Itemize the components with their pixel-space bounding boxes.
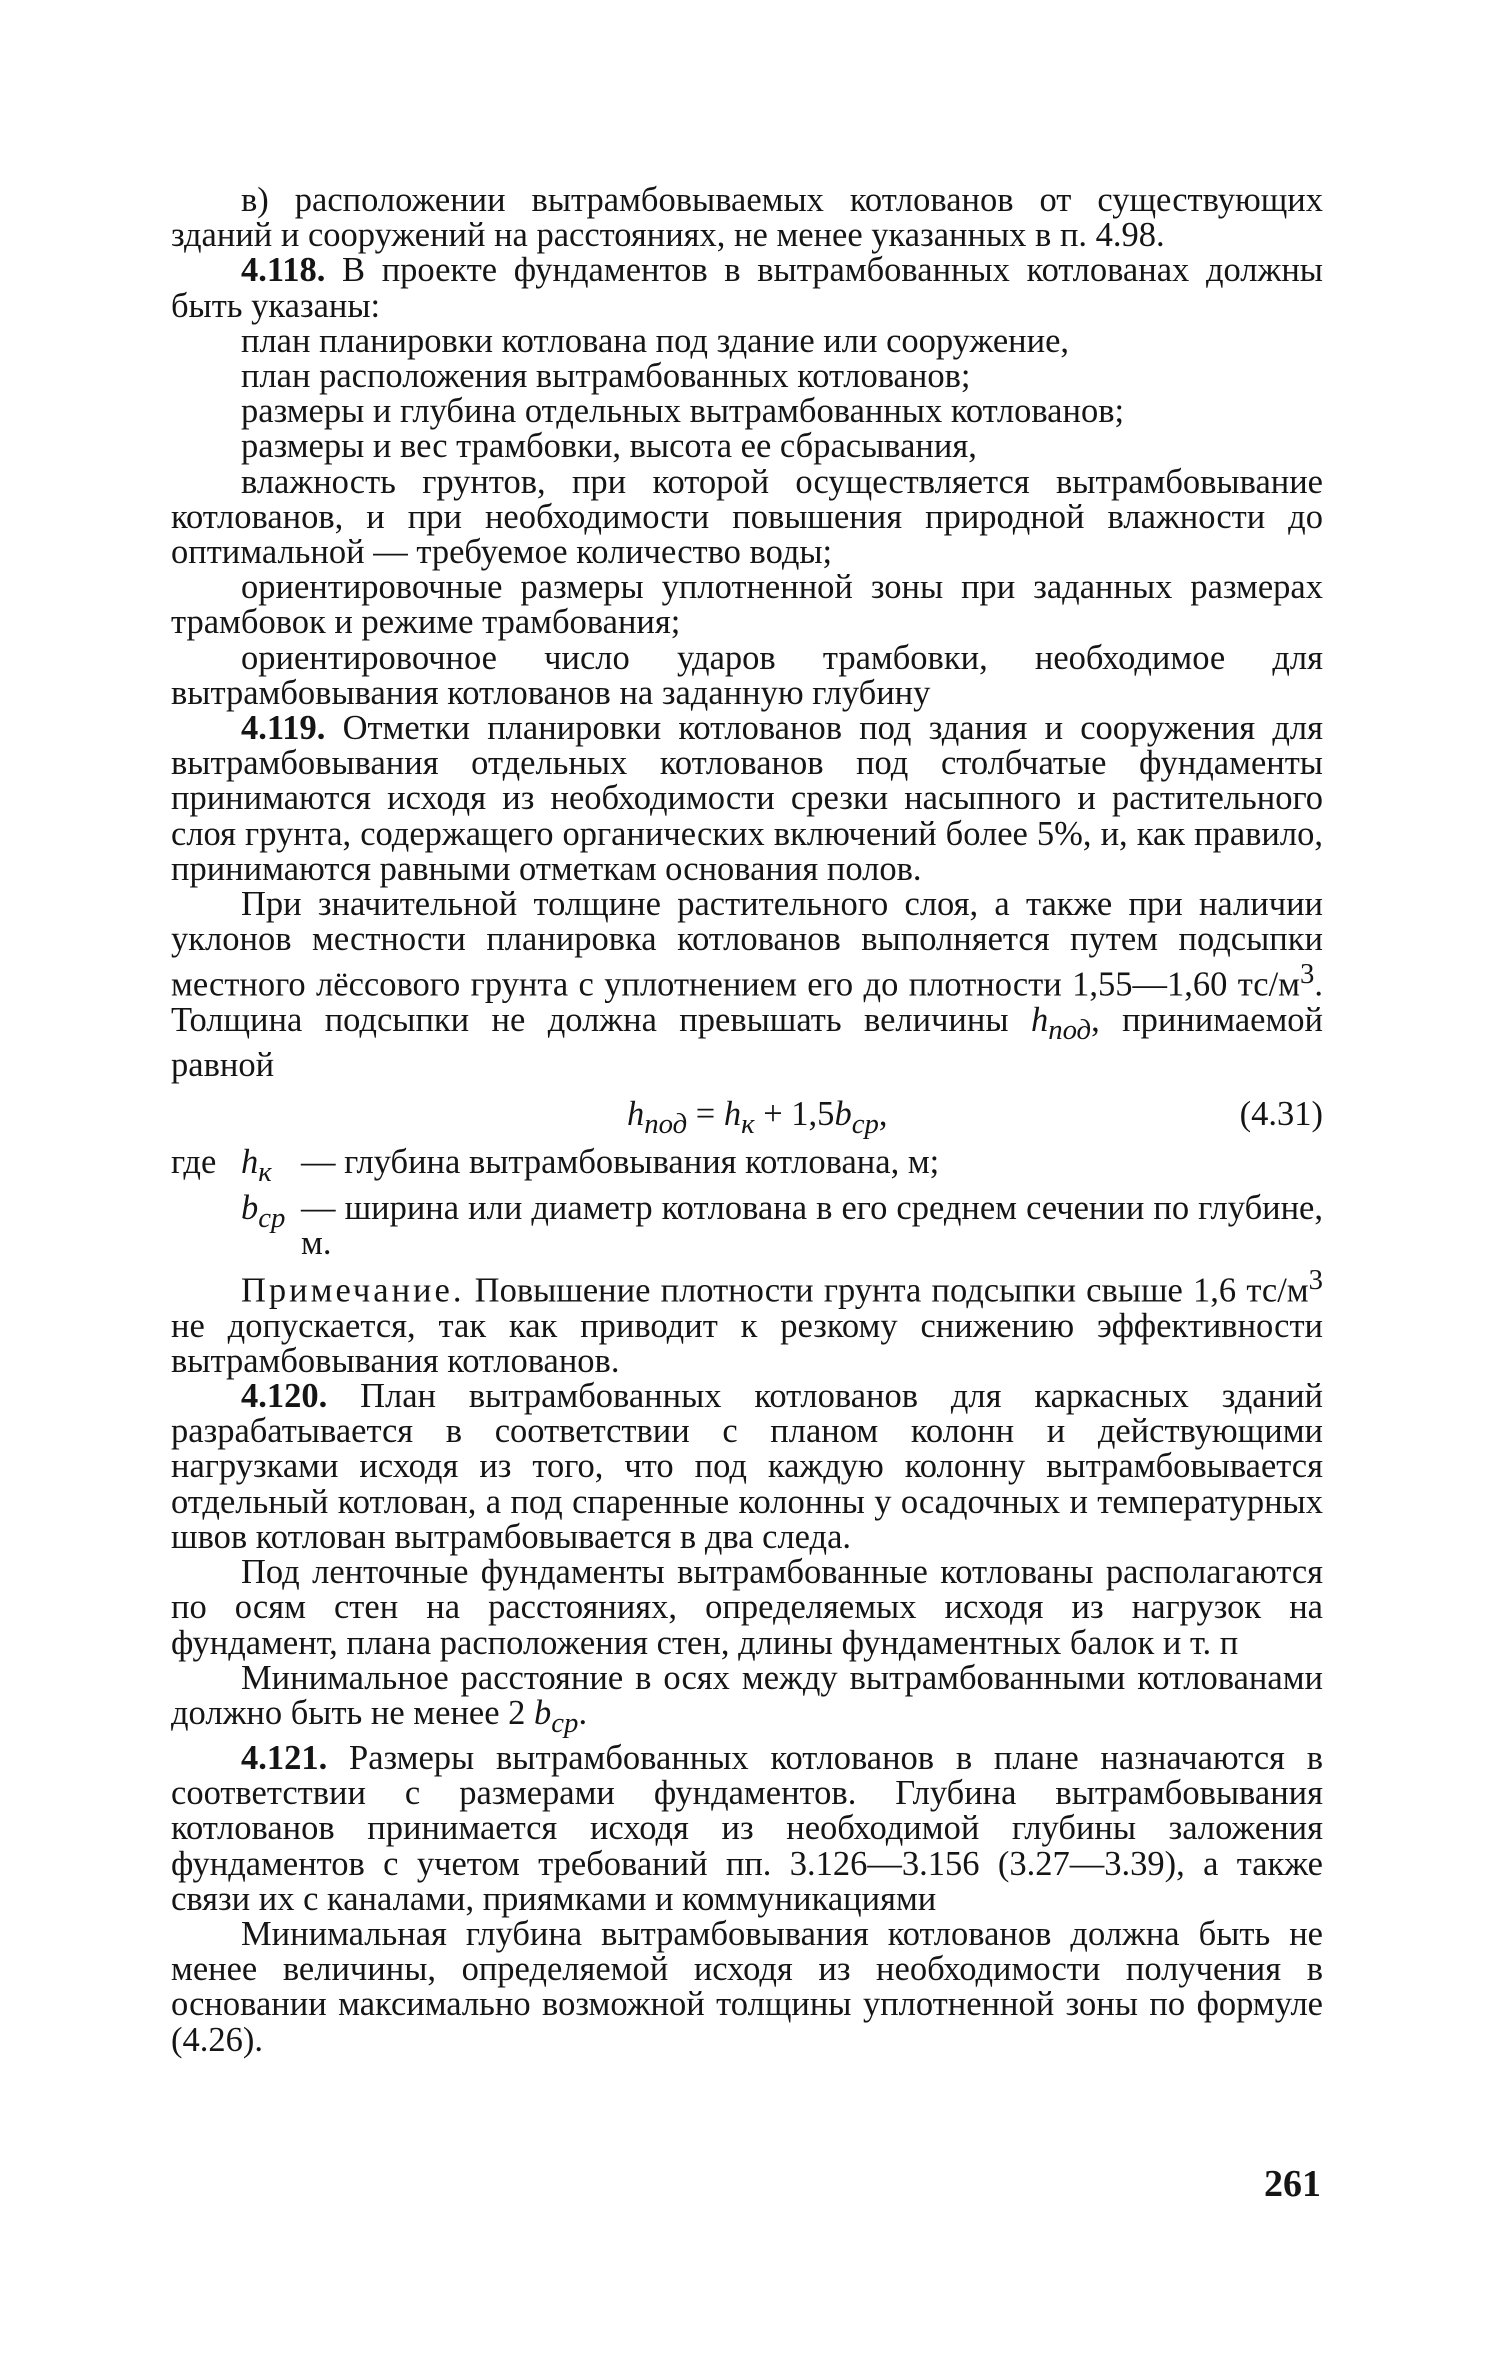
formula-number: (4.31) (1239, 1095, 1323, 1134)
note-label: Примечание. (241, 1271, 465, 1310)
page-body (171, 183, 1323, 2058)
section-number: 4.119. (241, 709, 326, 748)
definition-text: — глубина вытрамбовывания котлована, м; (301, 1143, 940, 1182)
list-item: ориентировочные размеры уплотненной зоны при заданных размерах трамбовок и режиме трамбования; (171, 568, 1323, 642)
where-label: где (171, 1143, 217, 1182)
list-item: план расположения вытрамбованных котлованов; (241, 357, 971, 396)
paragraph-item-v: в) расположении вытрамбовываемых котлованов от существующих зданий и сооружений на расстояниях, не менее указанных в п. 4.98. (171, 181, 1323, 255)
definition-h-k (171, 1145, 1323, 1190)
note: Примечание. Повышение плотности грунта подсыпки свыше 1,6 $тс/м^3$ не допускается, так как приводит к резкому снижению эффективности вытрамбовывания котлованов. (171, 1263, 1323, 1380)
variable-h-pod: $h_{под}$ (1030, 1001, 1092, 1047)
definition-b-sr (171, 1188, 1323, 1262)
paragraph-subsoil: При значительной толщине растительного слоя, а также при наличии уклонов местности планировка котлованов выполняется путем подсыпки местного лёссового грунта с уплотнением его до плотности 1,55—1,60 $тс/м^3$. Толщина подсыпки не должна превышать величины $h_{под}$, принимаемой равной (171, 885, 1324, 1085)
paragraph-text: План вытрамбованных котлованов для каркасных зданий разрабатывается в соответствии с планом колонн и действующими нагрузками исходя из того, что под каждую колонну вытрамбовывается отдельный котлован, а под спаренные колонны у осадочных и температурных швов котлован вытрамбовывается в два следа. (171, 1377, 1323, 1556)
section-number: 4.118. (241, 251, 326, 290)
symbol-h-k: $h_к$ (241, 1143, 272, 1189)
page-number: 261 (1264, 2163, 1321, 2205)
paragraph-4-118 (171, 253, 1323, 323)
list-item: план планировки котлована под здание или сооружение, (241, 321, 1070, 360)
paragraph-text: Отметки планировки котлованов под здания и сооружения для вытрамбовывания отдельных котлованов под столбчатые фундаменты принимаются исходя из необходимости срезки насыпного и растительного слоя грунта, содержащего органических включений более 5%, и, как правило, принимаются равными отметкам основания полов. (171, 709, 1323, 888)
formula-expression: $h_{под} = h_к + 1,5b_{ср}$, (627, 1095, 888, 1141)
list-item: влажность грунтов, при которой осуществляется вытрамбовывание котлованов, и при необходимости повышения природной влажности до оптимальной — требуемое количество воды; (171, 462, 1323, 572)
paragraph-text: В проекте фундаментов в вытрамбованных котлованах должны быть указаны: (171, 251, 1323, 325)
list-item: размеры и глубина отдельных вытрамбованных котлованов; (241, 392, 1125, 431)
section-number: 4.120. (241, 1377, 328, 1416)
paragraph-text: Размеры вытрамбованных котлованов в плане назначаются в соответствии с размерами фундаментов. Глубина вытрамбовывания котлованов принимается исходя из необходимой глубины заложения фундаментов с учетом требований пп. 3.126—3.156 (3.27—3.39), а также связи их с каналами, приямками и коммуникациями (171, 1739, 1323, 1918)
paragraph-strip-foundations: Под ленточные фундаменты вытрамбованные котлованы располагаются по осям стен на расстояниях, определяемых исходя из нагрузок на фундамент, плана расположения стен, длины фундаментных балок и т. п (171, 1553, 1323, 1662)
paragraph-4-121 (171, 1741, 1323, 1917)
definition-text: — ширина или диаметр котлована в его среднем сечении по глубине, м. (301, 1188, 1323, 1262)
paragraph-min-distance: Минимальное расстояние в осях между вытрамбованными котлованами должно быть не менее 2 $b_{ср}$. (171, 1658, 1323, 1739)
formula-4-31 (171, 1091, 1323, 1139)
symbol-b-sr: $b_{ср}$ (241, 1188, 286, 1234)
formula-definitions (171, 1145, 1323, 1261)
section-number: 4.121. (241, 1739, 328, 1777)
list-item: ориентировочное число ударов трамбовки, необходимое для вытрамбовывания котлованов на заданную глубину (171, 638, 1323, 712)
paragraph-4-119 (171, 711, 1323, 887)
list-item: размеры и вес трамбовки, высота ее сбрасывания, (241, 427, 977, 466)
paragraph-4-120 (171, 1379, 1323, 1555)
paragraph-min-depth: Минимальная глубина вытрамбовывания котлованов должна быть не менее величины, определяемой исходя из необходимости получения в основании максимально возможной толщины уплотненной зоны по формуле (4.26). (171, 1915, 1323, 2059)
